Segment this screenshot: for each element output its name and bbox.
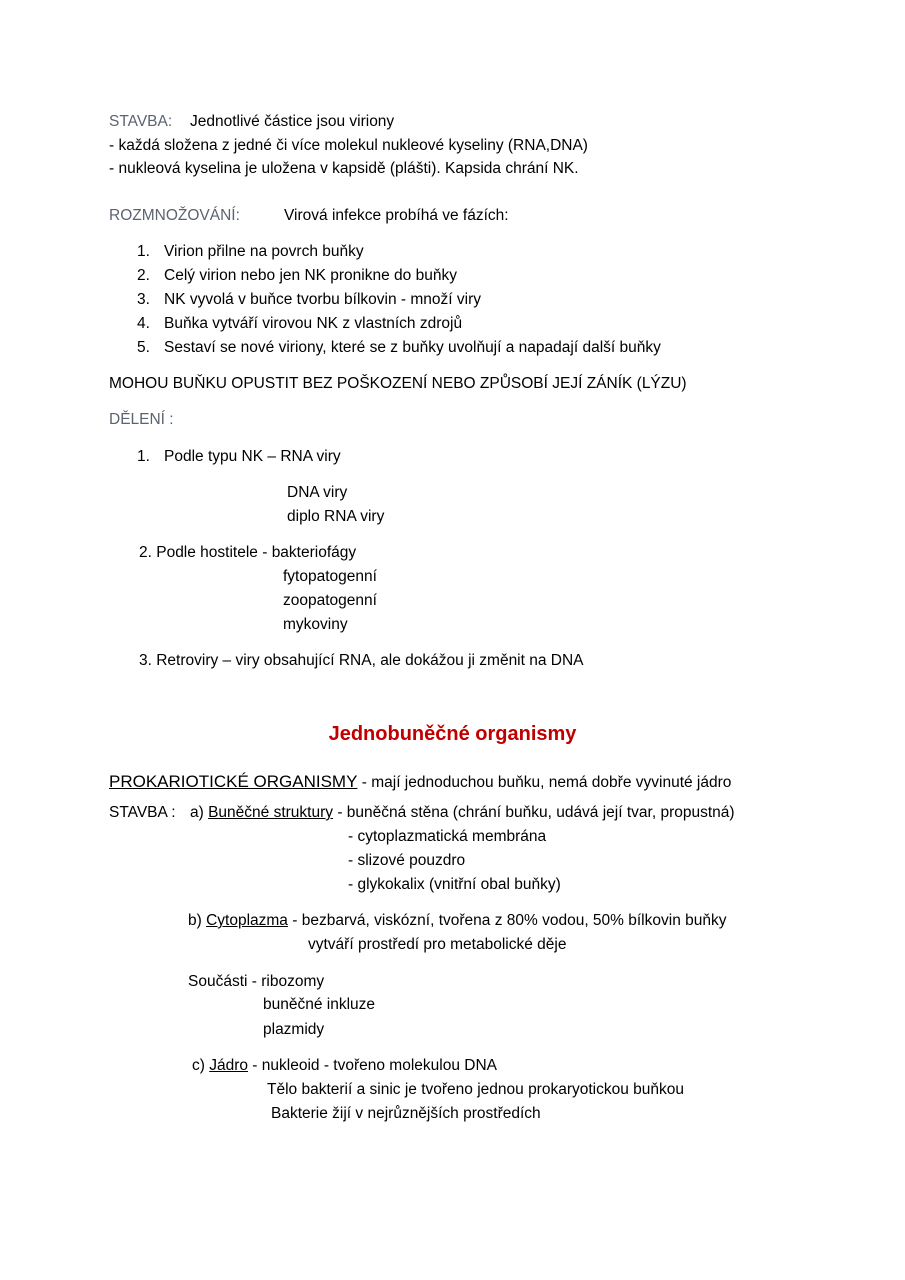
a-prefix: a) [190, 804, 209, 821]
bunecne-struktury-sub: - glykokalix (vnitřní obal buňky) [348, 876, 561, 893]
bunecne-struktury-sub: - cytoplazmatická membrána [348, 828, 547, 845]
deleni-item2-sub: fytopatogenní [283, 568, 377, 585]
deleni-item1-sub: DNA viry [287, 484, 348, 501]
deleni-item2: 2. Podle hostitele - bakteriofágy [139, 544, 357, 561]
list-item-number: 5. [137, 339, 150, 356]
jadro-text: - nukleoid - tvořeno molekulou DNA [248, 1057, 497, 1074]
list-item-number: 3. [137, 291, 150, 308]
prokaryota-heading-line [109, 772, 731, 793]
jadro-line2: Tělo bakterií a sinic je tvořeno jednou prokaryotickou buňkou [267, 1081, 685, 1098]
list-item: Sestaví se nové viriony, které se z buňky uvolňují a napadají další buňky [164, 339, 661, 356]
bunecne-struktury-term: Buněčné struktury [208, 804, 334, 821]
list-item: Virion přilne na povrch buňky [164, 243, 364, 260]
jadro-line3: Bakterie žijí v nejrůznějších prostředích [271, 1105, 541, 1122]
cytoplazma-line2: vytváří prostředí pro metabolické děje [308, 936, 567, 953]
rozmnozovani-label: ROZMNOŽOVÁNÍ: [109, 207, 240, 224]
list-item-number: 4. [137, 315, 150, 332]
deleni-label: DĚLENÍ : [109, 411, 174, 428]
prokaryota-heading: PROKARIOTICKÉ ORGANISMY [109, 772, 358, 791]
deleni-item1: Podle typu NK – RNA viry [164, 448, 341, 465]
bunecne-struktury-line [190, 803, 735, 823]
deleni-item3: 3. Retroviry – viry obsahující RNA, ale dokážou ji změnit na DNA [139, 652, 584, 669]
stavba-line2: - každá složena z jedné či více molekul nukleové kyseliny (RNA,DNA) [109, 137, 588, 154]
stavba-label: STAVBA: [109, 113, 173, 130]
bunecne-struktury-text: - buněčná stěna (chrání buňku, udává její tvar, propustná) [333, 804, 735, 821]
lyza-note: MOHOU BUŇKU OPUSTIT BEZ POŠKOZENÍ NEBO ZPŮSOBÍ JEJÍ ZÁNÍK (LÝZU) [109, 375, 687, 392]
list-item: Buňka vytváří virovou NK z vlastních zdrojů [164, 315, 463, 332]
deleni-item1-sub: diplo RNA viry [287, 508, 385, 525]
c-prefix: c) [192, 1057, 210, 1074]
section-title: Jednobuněčné organismy [328, 723, 577, 745]
jadro-line [192, 1056, 497, 1076]
rozmnozovani-text: Virová infekce probíhá ve fázích: [284, 207, 509, 224]
prokaryota-heading-rest: - mají jednoduchou buňku, nemá dobře vyvinuté jádro [357, 774, 732, 791]
soucasti-label: Součásti - ribozomy [188, 973, 325, 990]
bunecne-struktury-sub: - slizové pouzdro [348, 852, 466, 869]
cytoplazma-line [188, 911, 726, 931]
cytoplazma-term: Cytoplazma [206, 912, 288, 929]
stavba-text: Jednotlivé částice jsou viriony [190, 113, 395, 130]
list-item: NK vyvolá v buňce tvorbu bílkovin - množí viry [164, 291, 482, 308]
deleni-item2-sub: zoopatogenní [283, 592, 377, 609]
cytoplazma-text: - bezbarvá, viskózní, tvořena z 80% vodou, 50% bílkovin buňky [287, 912, 727, 929]
list-item: Celý virion nebo jen NK pronikne do buňky [164, 267, 457, 284]
soucasti-sub: buněčné inkluze [263, 996, 376, 1013]
soucasti-sub: plazmidy [263, 1021, 325, 1038]
deleni-item2-sub: mykoviny [283, 616, 348, 633]
stavba-line3: - nukleová kyselina je uložena v kapsidě (plášti). Kapsida chrání NK. [109, 160, 579, 177]
list-item-number: 2. [137, 267, 150, 284]
list-item-number: 1. [137, 448, 150, 465]
list-item-number: 1. [137, 243, 150, 260]
prokaryota-stavba-label: STAVBA : [109, 804, 176, 821]
jadro-term: Jádro [209, 1057, 248, 1074]
b-prefix: b) [188, 912, 207, 929]
